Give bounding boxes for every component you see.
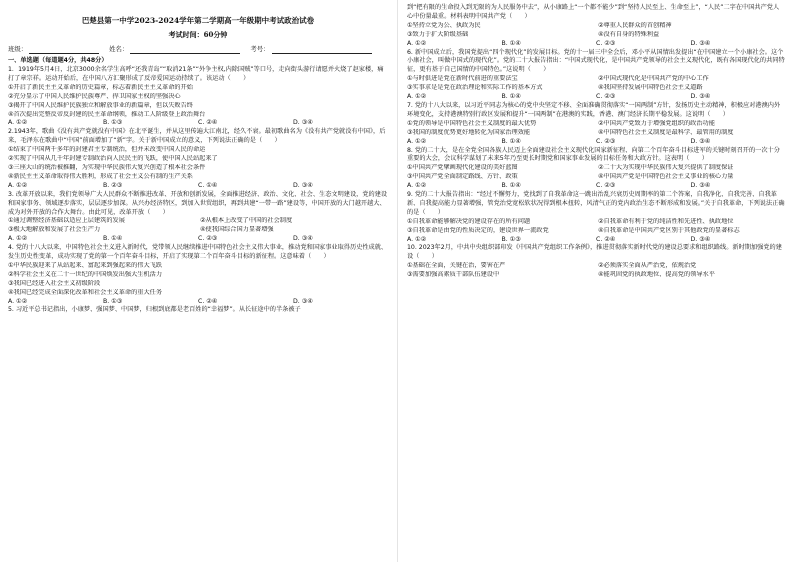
answer-choice[interactable]: C. ②③ (596, 182, 616, 190)
answer-choice[interactable]: C. ②④ (198, 297, 218, 305)
answer-choice[interactable]: A. ①② (407, 93, 427, 101)
question-stem: 到“把有限的生命投入到无限的为人民服务中去”，从小康路上“一个都不能少”到“坚持人民至上、生命至上”，“人民”二字在中国共产党人心中份量最重。材料表明中国共产党（ ） (407, 4, 780, 20)
statement-list (8, 262, 388, 298)
answer-choice[interactable]: B. ①④ (501, 39, 521, 47)
statement-option: ④我国坚持发展中国特色社会主义道路 (598, 84, 703, 92)
question-stem: 8. 党的二十大，是在全党全国各族人民迈上全面建设社会主义现代化国家新征程、向第二个百年奋斗目标进军的关键时刻召开的一次十分重要的大会，会议科学谋划了未来5年乃至更长时期党和国家事业发展的目标任务和大政方针。这表明（ ） (407, 146, 780, 163)
name-field[interactable] (109, 44, 240, 54)
question (8, 66, 388, 128)
statement-option: ①坚持立党为公、执政为民 (407, 21, 481, 29)
right-question-list (407, 4, 785, 280)
statement-option: ②中国共产党致力于增强党组织的政治功能 (598, 119, 715, 127)
statement-list (8, 217, 388, 235)
answer-choice[interactable]: B. ①④ (501, 137, 521, 145)
answer-choice[interactable]: D. ③④ (690, 235, 711, 243)
answer-choice[interactable]: A. ①② (407, 137, 427, 145)
exam-title: 巴楚县第一中学2023-2024学年第二学期高一年级期中考试政治试卷 (81, 16, 315, 25)
answer-choice[interactable]: D. ③④ (293, 297, 313, 305)
statement-list (407, 75, 785, 93)
class-field[interactable] (8, 44, 99, 54)
statement-option: ③三座大山的统治被推翻，为实现中华民族伟大复兴创造了根本社会条件 (8, 163, 206, 171)
answer-choice[interactable]: A. ①② (8, 181, 28, 189)
answer-choice[interactable]: B. ①③ (103, 297, 123, 305)
question-stem: 1．1919年5月4日，北京3000余名学生高呼“还我青岛”“取消21条”“外争主权,内除国贼”等口号，走向街头游行请愿并火烧了赵家楼，痛打了章宗祥。运动开始后，在中国八方汇聚形成了反帝爱国运动持续了。该运动（ ） (8, 66, 384, 82)
answer-choice[interactable]: C. ②③ (198, 235, 218, 243)
answer-choice[interactable]: A. ①② (8, 297, 28, 305)
statement-option: ①结束了中国两千多年的封建君主专制统治，但并未改变中国人民的命运 (8, 146, 206, 154)
statement-option: ①与时俱进是党在新时代前进的重要法宝 (407, 75, 518, 83)
question-stem: 9. 党的二十大报告指出：“经过不懈努力，党找到了自我革命这一跳出治乱兴衰历史周期率的第二个答案，自我净化、自我完善、自我革新、自我提高能力显著增强，管党治党宽松软状况得到根本扭转，风清气正的党内政治生态不断形成和发展。”关于自我革命，下列说法正确的是（ ） (407, 191, 785, 216)
question (407, 49, 785, 102)
statement-option: ③自我革命是由党的性质决定的，建设世界一流政党 (407, 226, 549, 234)
statement-list (407, 120, 785, 138)
name-label: 姓名： (109, 45, 129, 53)
class-label: 班级： (8, 45, 28, 53)
answer-choice[interactable]: B. ①③ (103, 119, 123, 127)
student-info-row (8, 44, 388, 54)
question-stem: 10. 2023年2月，中共中央组织部印发《中国共产党组织工作条例》，推进贯彻落实新时代党的建设总要求和组织路线。新时期加强党的建设（ ） (407, 244, 782, 261)
section-heading: 一、单选题（每道题4分，共48分） (8, 57, 108, 64)
answer-choices (407, 182, 785, 191)
answer-choice[interactable]: C. ②④ (596, 235, 616, 243)
question (8, 191, 388, 244)
answer-choice[interactable]: D. ③④ (293, 119, 313, 127)
statement-option: ①通过调整经济基础以适应上层建筑的发展 (8, 217, 125, 225)
statement-option: ②充分显示了中国人民维护民族尊严、捍卫国家主权的坚强决心 (8, 92, 181, 100)
answer-choices (8, 235, 388, 244)
answer-choice[interactable]: C. ②④ (198, 119, 218, 127)
statement-option: ③我国已经进入社会主义初级阶段 (8, 279, 101, 287)
statement-option: ②尊重人民群众的首创精神 (598, 21, 672, 29)
statement-option: ③致力于扩大阶级基础 (407, 30, 469, 38)
question-stem: 4. 党的十八大以来，中国特色社会主义进入新时代，党带领人民继续推进中国特色社会主义伟大事业，推动党和国家事业取得历史性成就、发生历史性变革，成功实现了党的第一个百年奋斗目标，开启了实现第二个百年奋斗目标的新征程。这意味着（ ） (8, 244, 388, 261)
class-blank[interactable] (29, 45, 99, 54)
answer-choice[interactable]: A. ①② (407, 235, 427, 243)
statement-option: ③中国共产党全面制定路线、方针、政策 (407, 173, 518, 181)
statement-option: ④自我革命是中国共产党区别于其他政党的显著标志 (598, 226, 740, 234)
statement-option: ③我国的制度优势更好地转化为国家治理效能 (407, 128, 531, 136)
statement-option: ①自我革命能够解决党的建设存在的所有问题 (407, 217, 531, 225)
answer-choice[interactable]: D. ③④ (690, 39, 711, 47)
left-question-list (8, 66, 388, 315)
question (407, 102, 785, 147)
answer-choice[interactable]: D. ③④ (690, 93, 711, 101)
question-stem: 5. 习近平总书记指出，小康梦、强国梦、中国梦，归根到底都是老百姓的“幸福梦”。从长征途中的半条被子 (8, 306, 301, 314)
question-stem: 6. 新中国成立后，我国党提出“四个现代化”的发展目标。党的十一届三中全会后，邓小平从国情出发提出“在中国建立一个小康社会。这个小康社会，叫做中国式的现代化”。党的二十大报告指出：“中国式现代化，是中国共产党领导的社会主义现代化，既有各国现代化的共同特征，更有基于自己国情的中国特色。”这说明（ ） (407, 48, 785, 74)
statement-option: ③极大地解放和发展了社会生产力 (8, 226, 101, 234)
statement-option: ③实事求是是党在政治理论和实际工作的基本方式 (407, 84, 543, 92)
answer-choice[interactable]: C. ②③ (596, 39, 616, 47)
id-field[interactable] (250, 44, 371, 54)
answer-choice[interactable]: A. ①② (407, 39, 427, 47)
statement-option: ④没有自身的特殊利益 (598, 30, 660, 38)
question (407, 244, 785, 280)
name-blank[interactable] (130, 45, 240, 54)
statement-option: ④中国特色社会主义制度是最科学、最管用的制度 (598, 128, 734, 136)
answer-choice[interactable]: D. ③④ (690, 182, 711, 190)
statement-list (8, 146, 388, 182)
answer-choices (407, 93, 785, 102)
right-column (407, 4, 785, 280)
statement-option: ①中国共产党擘画现代化建设的美好蓝图 (407, 164, 518, 172)
statement-option: ④使我国综合国力显著增强 (200, 226, 274, 234)
answer-choice[interactable]: B. ①④ (501, 93, 521, 101)
statement-option: ②从根本上改变了中国的社会制度 (200, 217, 293, 225)
answer-choice[interactable]: B. ①③ (501, 235, 521, 243)
question-stem: 3. 改革开放以来，我们党领导广大人民群众不断推进改革、开放和创新发展，全面推进经济、政治、文化、社会、生态文明建设，党的建设和国家事务、领域逐步落实，层层逐步加深。从兴办经济特区，到加入世贸组织，再到共建“一带一路”建设等，中国开放的大门越开越大、成为对外开放的合作大舞台。由此可见，改革开放（ ） (8, 190, 388, 216)
statement-option: ①中华民族迎来了从站起来、富起来到强起来的伟大飞跃 (8, 261, 163, 269)
statement-list (407, 164, 785, 182)
question (407, 147, 785, 192)
statement-list (8, 84, 388, 120)
statement-option: ②科学社会主义在二十一世纪的中国焕发出强大生机活力 (8, 270, 163, 278)
statement-option: ②实现了中国从几千年封建专制政治向人民民主的飞跃，使中国人民站起来了 (8, 155, 218, 163)
statement-list (407, 262, 785, 280)
question-stem: 2.1943年，歌曲《没有共产党就没有中国》在北平诞生，并从这里传遍大江南北，经久不衰。最初歌曲名为《没有共产党就没有中国》，后来，毛泽东在歌曲中“中国”前面增加了“新”字。关于新中国成立的意义，下列说法正确的是（ ） (8, 128, 386, 145)
answer-choices (8, 119, 388, 128)
statement-option: ④新民主主义革命取得伟大胜利，形成了社会主义公有制的生产关系 (8, 172, 193, 180)
statement-option: ②二十大为实现中华民族伟大复兴提供了制度保证 (598, 164, 734, 172)
answer-choices (407, 138, 785, 147)
statement-option: ①党的领导是中国特色社会主义制度的最大优势 (407, 119, 537, 127)
id-blank[interactable] (272, 45, 372, 54)
statement-option: ②必须落实全面从严治党，依规治党 (598, 262, 697, 270)
answer-choice[interactable]: B. ①④ (103, 235, 123, 243)
statement-option: ③揭开了中国人民维护民族独立和解放事业的新篇章，但以失败告终 (8, 101, 193, 109)
answer-choice[interactable]: C. ②③ (596, 93, 616, 101)
answer-choice[interactable]: D. ③④ (690, 137, 711, 145)
statement-option: ④首次提出完整反帝反封建的民主革命纲领，推动工人阶级登上政治舞台 (8, 110, 206, 118)
question (8, 128, 388, 190)
answer-choice[interactable]: C. ②③ (596, 137, 616, 145)
answer-choice[interactable]: D. ③④ (293, 235, 313, 243)
answer-choice[interactable]: A. ①② (8, 235, 28, 243)
statement-option: ④能巩固党的执政地位、提高党的领导水平 (598, 271, 715, 279)
statement-option: ①开启了新民主主义革命的历史篇章，标志着新民主主义革命的开始 (8, 83, 193, 91)
answer-choices (8, 182, 388, 191)
statement-list (407, 218, 785, 236)
question (8, 306, 388, 315)
answer-choice[interactable]: D. ③④ (293, 181, 313, 189)
statement-option: ③需要加强高素质干部队伍建设中 (407, 271, 500, 279)
question-stem: 7. 党的十八大以来，以习近平同志为核心的党中央坚定不移、全面准确贯彻落实“一国两制”方针，发扬历史主动精神，积极应对港澳内外环境变化，支持港澳特别行政区发展和提升“一国两制”在港澳的实践，香港、澳门经济长期平稳发展。这说明（ ） (407, 101, 781, 118)
statement-list (407, 22, 785, 40)
statement-option: ②自我革命有利于党的纯洁性和先进性、执政地位 (598, 217, 734, 225)
question (407, 191, 785, 244)
answer-choice[interactable]: C. ①④ (198, 181, 218, 189)
statement-option: ②中国式现代化是中国共产党的中心工作 (598, 75, 709, 83)
id-label: 考号： (250, 45, 270, 53)
answer-choice[interactable]: B. ②③ (103, 181, 123, 189)
statement-option: ①基础在全面，关键在治，要害在严 (407, 262, 506, 270)
answer-choice[interactable]: A. ①② (8, 119, 28, 127)
question (8, 244, 388, 306)
left-column (8, 16, 388, 315)
exam-time: 考试时间：60分钟 (168, 30, 228, 39)
statement-option: ④中国共产党是中国特色社会主义事业的核心力量 (598, 173, 734, 181)
right-page (397, 0, 794, 562)
answer-choice[interactable]: A. ①② (407, 182, 427, 190)
answer-choice[interactable]: B. ①④ (501, 182, 521, 190)
statement-option: ④我国已经完成全面深化改革和社会主义革命的重大任务 (8, 288, 163, 296)
question (407, 4, 785, 49)
answer-choices (407, 40, 785, 49)
